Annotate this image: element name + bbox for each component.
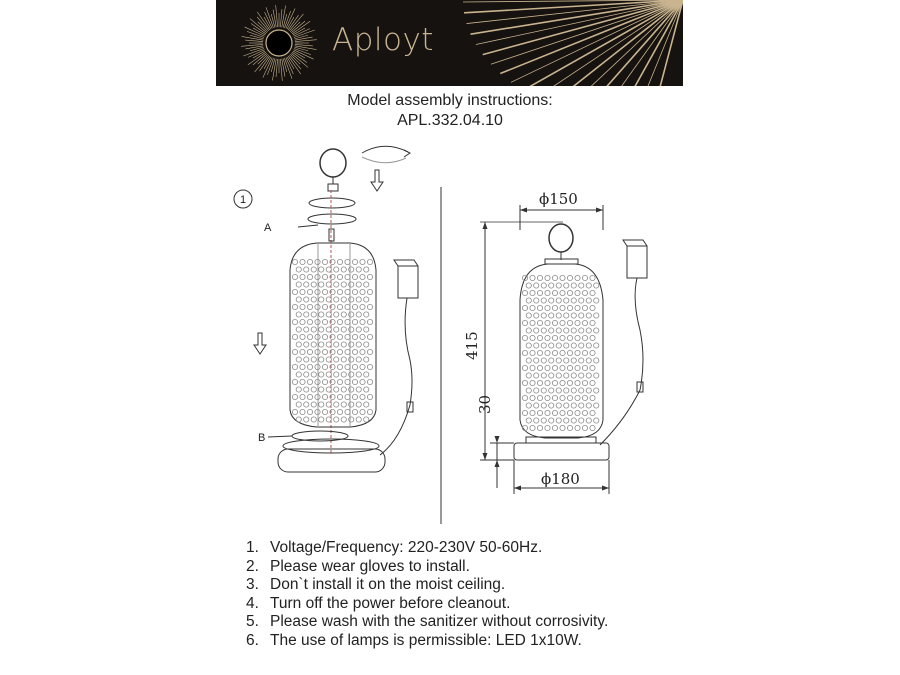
dim-top-diameter: ϕ150 <box>539 190 578 208</box>
down-arrow-icon <box>254 333 266 354</box>
dim-base-height: 30 <box>476 394 494 414</box>
list-item: 2. Please wear gloves to install. <box>246 557 470 575</box>
dim-total-height: 415 <box>463 331 481 360</box>
down-arrow-icon <box>371 170 383 191</box>
plug-icon <box>627 246 647 278</box>
list-item: 4. Turn off the power before cleanout. <box>246 594 511 612</box>
hanging-ring <box>320 149 346 177</box>
part-label-a: A <box>264 222 272 234</box>
dim-base-diameter: ϕ180 <box>541 470 580 488</box>
exploded-view <box>234 146 418 472</box>
instruction-list <box>246 539 608 651</box>
rotate-arrow-icon <box>362 146 408 153</box>
plug-icon <box>398 266 418 298</box>
brand-name: Aployt <box>332 22 434 58</box>
model-number: APL.332.04.10 <box>397 112 503 129</box>
list-item: 6. The use of lamps is permissible: LED 1x10W. <box>246 631 582 649</box>
step-number: 1 <box>240 194 247 206</box>
list-item: 3. Don`t install it on the moist ceiling. <box>246 576 506 594</box>
base <box>514 443 609 460</box>
document-title: Model assembly instructions: <box>347 92 553 109</box>
list-item: 1. Voltage/Frequency: 220-230V 50-60Hz. <box>246 539 543 556</box>
power-cord <box>600 278 643 445</box>
hanging-ring <box>549 224 573 252</box>
part-label-b: B <box>258 432 266 444</box>
power-cord <box>380 298 412 455</box>
list-item: 5. Please wash with the sanitizer without corrosivity. <box>246 613 609 631</box>
dimension-view <box>480 205 647 494</box>
